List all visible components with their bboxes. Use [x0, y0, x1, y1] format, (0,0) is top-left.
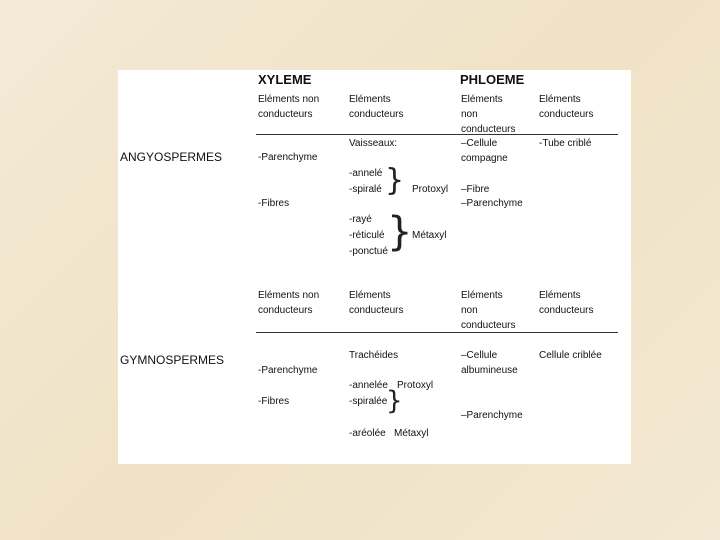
reticule-item: -réticulé — [349, 230, 385, 241]
angio-fibres: -Fibres — [258, 198, 290, 209]
cellule-compagne — [461, 136, 508, 166]
gymno-brace: } — [386, 386, 403, 416]
angio-xylem-conducting-header — [349, 92, 403, 122]
gymno-fibres: -Fibres — [258, 396, 290, 407]
header-line: Eléments — [349, 290, 391, 301]
cell-line: albumineuse — [461, 365, 518, 376]
tube-crible: -Tube criblé — [539, 138, 592, 149]
cell-line: –Cellule — [461, 138, 498, 149]
gymno-parenchyme: -Parenchyme — [258, 365, 318, 376]
gymno-header-rule — [256, 332, 618, 333]
header-line: conducteurs — [258, 109, 313, 120]
header-line: conducteurs — [461, 320, 516, 331]
header-line: conducteurs — [349, 109, 404, 120]
angio-group-label: ANGYOSPERMES — [120, 150, 223, 164]
spiralee-item: -spiralée — [349, 396, 388, 407]
phloem-header: PHLOEME — [460, 72, 525, 87]
xylem-header: XYLEME — [258, 72, 312, 87]
gymno-xylem-conducting-header — [349, 288, 403, 318]
annele-item: -annelé — [349, 168, 383, 179]
header-line: Eléments — [539, 94, 581, 105]
cell-line: compagne — [461, 153, 508, 164]
gymno-group-label: GYMNOSPERMES — [120, 353, 225, 367]
annelee-item: -annelée — [349, 380, 388, 391]
document-sheet — [118, 70, 631, 464]
header-line: Eléments — [539, 290, 581, 301]
header-line: Eléments — [461, 94, 503, 105]
angio-metaxyl-label: Métaxyl — [412, 230, 447, 241]
header-line: Eléments non — [258, 94, 320, 105]
gymno-metaxyl-label: Métaxyl — [394, 428, 429, 439]
cell-line: –Cellule — [461, 350, 498, 361]
vaisseaux-label: Vaisseaux: — [349, 138, 398, 149]
raye-item: -rayé — [349, 214, 372, 225]
gymno-xylem-nonconducting-header — [258, 288, 319, 318]
spirale-item: -spiralé — [349, 184, 382, 195]
angio-xylem-nonconducting-header — [258, 92, 319, 122]
phloem-fibre: –Fibre — [461, 184, 490, 195]
header-line: Eléments non — [258, 290, 320, 301]
areolee-item: -aréolée — [349, 428, 386, 439]
header-line: conducteurs — [461, 124, 516, 135]
header-line: conducteurs — [539, 109, 594, 120]
metaxyl-brace: } — [387, 209, 413, 255]
cellule-criblee: Cellule criblée — [539, 350, 602, 361]
gymno-phloem-conducting-header — [539, 288, 593, 318]
header-line: Eléments — [349, 94, 391, 105]
tracheides: Trachéides — [349, 350, 399, 361]
gymno-phloem-parenchyme: –Parenchyme — [461, 410, 523, 421]
angio-protoxyl-label: Protoxyl — [412, 184, 449, 195]
protoxyl-brace: } — [385, 163, 405, 198]
ponctue-item: -ponctué — [349, 246, 388, 257]
gymno-protoxyl-label: Protoxyl — [397, 380, 434, 391]
angio-header-rule — [256, 134, 618, 135]
header-line: conducteurs — [349, 305, 404, 316]
angio-phloem-conducting-header — [539, 92, 593, 122]
header-line: conducteurs — [258, 305, 313, 316]
angio-parenchyme: -Parenchyme — [258, 152, 318, 163]
header-line: non — [461, 109, 478, 120]
angio-phloem-nonconducting-header — [461, 92, 515, 137]
header-line: Eléments — [461, 290, 503, 301]
gymno-phloem-nonconducting-header — [461, 288, 515, 333]
angio-phloem-parenchyme: –Parenchyme — [461, 198, 523, 209]
header-line: non — [461, 305, 478, 316]
header-line: conducteurs — [539, 305, 594, 316]
cellule-albumineuse — [461, 348, 518, 378]
